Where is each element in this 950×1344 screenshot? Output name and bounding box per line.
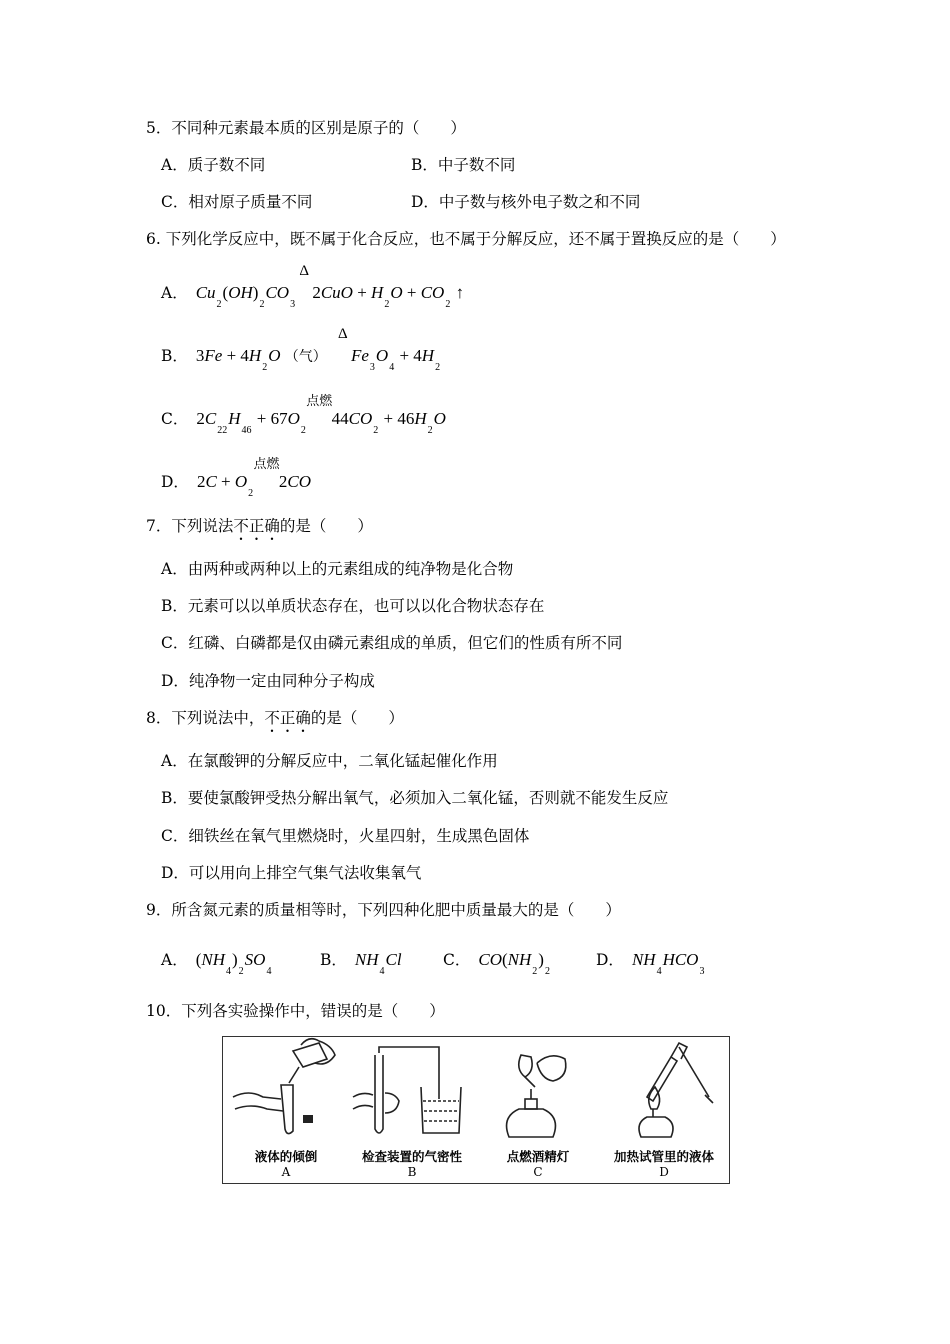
q9-option-c: C． $CO(NH_2)_2$ [443,950,550,977]
q8-option-c: C．细铁丝在氧气里燃烧时，火星四射，生成黑色固体 [161,827,530,845]
caption-b: 检查装置的气密性 [361,1149,462,1164]
heating-illustration [601,1037,727,1145]
q9-label-d: D． [596,951,624,969]
airtightness-illustration [349,1037,475,1145]
gas-note: （气） [284,349,327,365]
panel-pouring [223,1037,349,1183]
q9-stem: 9．所含氮元素的质量相等时，下列四种化肥中质量最大的是（ ） [146,901,621,919]
q5-stem: 5．不同种元素最本质的区别是原子的（ ） [146,119,466,137]
q8-option-b: B．要使氯酸钾受热分解出氧气，必须加入二氧化锰，否则就不能发生反应 [161,789,669,807]
lab-operations-figure [222,1036,730,1184]
caption-d: 加热试管里的液体 [613,1149,714,1164]
q6-option-d: D． $2C + O_2$ 点燃 2CO [161,471,311,505]
q8-stem [146,707,404,736]
ignite-condition: 点燃 [253,456,280,471]
q5-option-a: A．质子数不同 [161,156,266,174]
q6-option-c: C． $2C_{22}H_{46} + 67O_2$ 点燃 $44CO_2 + 46H_2O$ [161,408,446,442]
q8-stem-emphasis: 不正确 [264,709,311,727]
q6-label-d: D． [161,473,189,491]
alcohol-lamp-illustration [475,1037,601,1145]
caption-a: 液体的倾倒 [254,1149,318,1164]
q8-option-a: A．在氯酸钾的分解反应中，二氧化锰起催化作用 [161,752,498,770]
panel-heating [601,1037,727,1183]
q6-option-b: B． $3Fe + 4H_2O$ （气） Δ $Fe_3O_4 + 4H_2$ [161,345,441,379]
q6-label-b: B． [161,347,188,365]
caption-c: 点燃酒精灯 [506,1149,570,1164]
heat-condition: Δ [338,326,348,342]
pouring-illustration [223,1037,349,1145]
q5-option-b: B．中子数不同 [411,156,516,174]
q7-option-b: B．元素可以以单质状态存在，也可以以化合物状态存在 [161,597,545,615]
panel-alcohol-lamp [475,1037,601,1183]
q7-stem-emphasis: 不正确 [233,517,280,535]
q7-stem-pre: 7．下列说法 [146,517,234,535]
q5-option-c: C．相对原子质量不同 [161,193,313,211]
letter-a: A [281,1165,291,1179]
q7-option-c: C．红磷、白磷都是仅由磷元素组成的单质，但它们的性质有所不同 [161,634,623,652]
ignite-condition: 点燃 [306,393,333,408]
q8-stem-post: 的是（ ） [310,709,404,727]
letter-c: C [533,1165,543,1179]
q6-option-a: A． $Cu_2(OH)_2CO_3$ Δ $2CuO + H_2O + CO_2$ ↑ [161,282,464,316]
q5-option-d: D．中子数与核外电子数之和不同 [411,193,641,211]
q7-stem-post: 的是（ ） [279,517,373,535]
q6-label-a: A． [161,284,188,302]
q8-stem-pre: 8．下列说法中， [146,709,265,727]
q9-option-b: B． $NH_4Cl$ [320,950,402,977]
q8-option-d: D．可以用向上排空气集气法收集氧气 [161,864,422,882]
q7-option-a: A．由两种或两种以上的元素组成的纯净物是化合物 [161,560,514,578]
letter-d: D [659,1165,669,1179]
q9-option-d: D． $NH_4HCO_3$ [596,950,705,977]
q9-label-b: B． [320,951,347,969]
q6-stem: 6. 下列化学反应中，既不属于化合反应，也不属于分解反应，还不属于置换反应的是（ ） [146,230,786,248]
q9-label-a: A． [161,951,188,969]
panel-airtightness [349,1037,475,1183]
q7-option-d: D．纯净物一定由同种分子构成 [161,672,375,690]
q10-stem: 10．下列各实验操作中，错误的是（ ） [146,1002,445,1020]
q7-stem [146,515,373,544]
letter-b: B [407,1165,417,1179]
q9-label-c: C． [443,951,471,969]
q6-label-c: C． [161,410,189,428]
q9-option-a: A． $(NH_4)_2SO_4$ [161,950,272,977]
heat-condition: Δ [299,263,310,279]
